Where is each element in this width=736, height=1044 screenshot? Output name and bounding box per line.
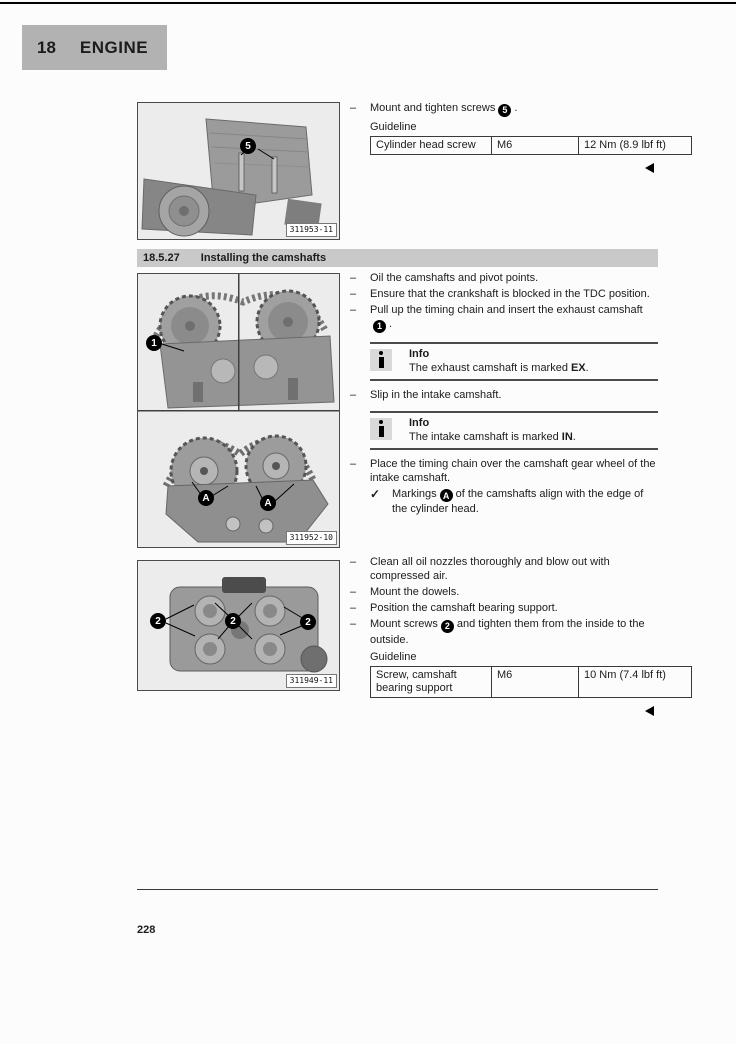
info-icon	[370, 418, 392, 440]
step-text	[370, 303, 658, 333]
info-title: Info	[409, 347, 430, 360]
page-top-rule	[0, 2, 736, 4]
result-item	[370, 487, 658, 517]
result-text-post: of the camshafts align with the edge of the cylinder head.	[392, 487, 644, 515]
instruction-step	[350, 555, 658, 583]
callout-badge-A: A	[198, 490, 214, 506]
bullet-dash: –	[350, 556, 357, 568]
info-body	[409, 430, 576, 444]
instruction-step	[350, 617, 658, 647]
table-cell-thread: M6	[492, 136, 579, 154]
step-text-post: .	[389, 318, 393, 330]
figure-caption: 311953-11	[286, 223, 337, 237]
footer-rule	[137, 889, 658, 890]
guideline-label: Guideline	[370, 120, 417, 133]
inline-badge-5: 5	[498, 104, 511, 117]
page-number: 228	[137, 924, 156, 936]
check-icon: ✓	[370, 486, 381, 501]
figure-camshaft-installation	[137, 273, 340, 548]
chapter-number: 18	[37, 37, 56, 57]
step-text-pre: Pull up the timing chain and insert the exhaust camshaft	[370, 304, 643, 316]
info-icon-dot	[379, 351, 383, 355]
bearing-support-instructions	[350, 555, 666, 716]
step-text: Slip in the intake camshaft.	[370, 388, 502, 401]
instruction-step	[350, 287, 658, 301]
bullet-dash: –	[350, 457, 357, 470]
section-number: 18.5.27	[143, 252, 180, 264]
info-body	[409, 361, 589, 375]
camshaft-instructions	[350, 271, 658, 518]
info-text	[409, 416, 576, 444]
instruction-step	[350, 271, 658, 285]
inline-badge-2: 2	[441, 620, 454, 633]
instruction-step	[350, 303, 658, 333]
callout-badge-A: A	[260, 495, 276, 511]
camshaft-photo-illustration	[138, 274, 339, 547]
step-text-pre: Mount screws	[370, 618, 438, 630]
info-icon-bar	[379, 357, 384, 368]
instruction-step	[350, 388, 658, 402]
table-row	[371, 666, 692, 697]
table-cell-torque: 12 Nm (8.9 lbf ft)	[579, 136, 692, 154]
callout-badge-1: 1	[146, 335, 162, 351]
end-of-instruction-marker-icon	[645, 163, 654, 173]
result-text	[392, 487, 658, 517]
table-cell-thread: M6	[492, 666, 579, 697]
step-text: Place the timing chain over the camshaft gear wheel of the intake camshaft.	[370, 457, 656, 484]
camshaft-marking-code: EX	[570, 361, 586, 374]
info-body-pre: The intake camshaft is marked	[409, 430, 559, 443]
instruction-step	[350, 585, 658, 599]
table-cell-item: Screw, camshaft bearing support	[371, 666, 492, 697]
info-body-pre: The exhaust camshaft is marked	[409, 361, 568, 374]
bullet-dash: –	[350, 102, 357, 114]
bullet-dash: –	[350, 618, 357, 630]
callout-badge-2: 2	[300, 614, 316, 630]
guideline-table	[370, 136, 692, 155]
inline-badge-1: 1	[373, 320, 386, 333]
step-text-post: and tighten them from the inside to the outside.	[370, 618, 645, 646]
callout-badge-5: 5	[240, 138, 256, 154]
info-text	[409, 347, 589, 375]
bullet-dash: –	[350, 304, 357, 316]
callout-badge-2: 2	[225, 613, 241, 629]
info-body-post: .	[572, 430, 576, 443]
bullet-dash: –	[350, 388, 357, 401]
info-box-intake	[370, 411, 658, 450]
info-icon-dot	[379, 420, 383, 424]
step-text: Clean all oil nozzles thoroughly and blow out with compressed air.	[370, 556, 610, 582]
section-header-bar	[137, 249, 658, 267]
result-text-pre: Markings	[392, 487, 437, 500]
info-body-post: .	[585, 361, 589, 374]
instruction-step	[350, 101, 658, 117]
step-text: Ensure that the crankshaft is blocked in the TDC position.	[370, 288, 650, 300]
bullet-dash: –	[350, 272, 357, 284]
table-cell-torque: 10 Nm (7.4 lbf ft)	[579, 666, 692, 697]
cylinder-head-instructions	[350, 101, 666, 173]
guideline-label: Guideline	[370, 650, 417, 663]
step-text-pre: Mount and tighten screws	[370, 102, 496, 114]
table-row	[371, 136, 692, 154]
step-text	[370, 617, 658, 647]
figure-bearing-support-screws	[137, 560, 340, 691]
bullet-dash: –	[350, 586, 357, 598]
info-icon-bar	[379, 426, 384, 437]
step-text	[370, 101, 658, 117]
figure-caption: 311949-11	[286, 674, 337, 688]
guideline-table	[370, 666, 692, 698]
figure-caption: 311952-10	[286, 531, 337, 545]
info-icon	[370, 349, 392, 371]
step-text: Oil the camshafts and pivot points.	[370, 272, 539, 284]
callout-badge-2: 2	[150, 613, 166, 629]
instruction-step	[350, 601, 658, 615]
end-of-instruction-marker-icon	[645, 706, 654, 716]
engine-block-photo-illustration	[138, 103, 339, 239]
camshaft-marking-code: IN	[561, 430, 573, 443]
inline-badge-A: A	[440, 489, 453, 502]
info-title: Info	[409, 416, 430, 429]
bullet-dash: –	[350, 602, 357, 614]
step-text: Position the camshaft bearing support.	[370, 602, 558, 614]
table-cell-item: Cylinder head screw	[371, 136, 492, 154]
step-text: Mount the dowels.	[370, 586, 460, 598]
chapter-heading	[22, 25, 167, 70]
instruction-step	[350, 457, 658, 485]
figure-cylinder-head-screws	[137, 102, 340, 240]
step-text-post: .	[514, 102, 518, 114]
chapter-title: ENGINE	[79, 37, 149, 57]
section-title: Installing the camshafts	[200, 252, 327, 264]
info-box-exhaust	[370, 342, 658, 381]
bullet-dash: –	[350, 288, 357, 300]
